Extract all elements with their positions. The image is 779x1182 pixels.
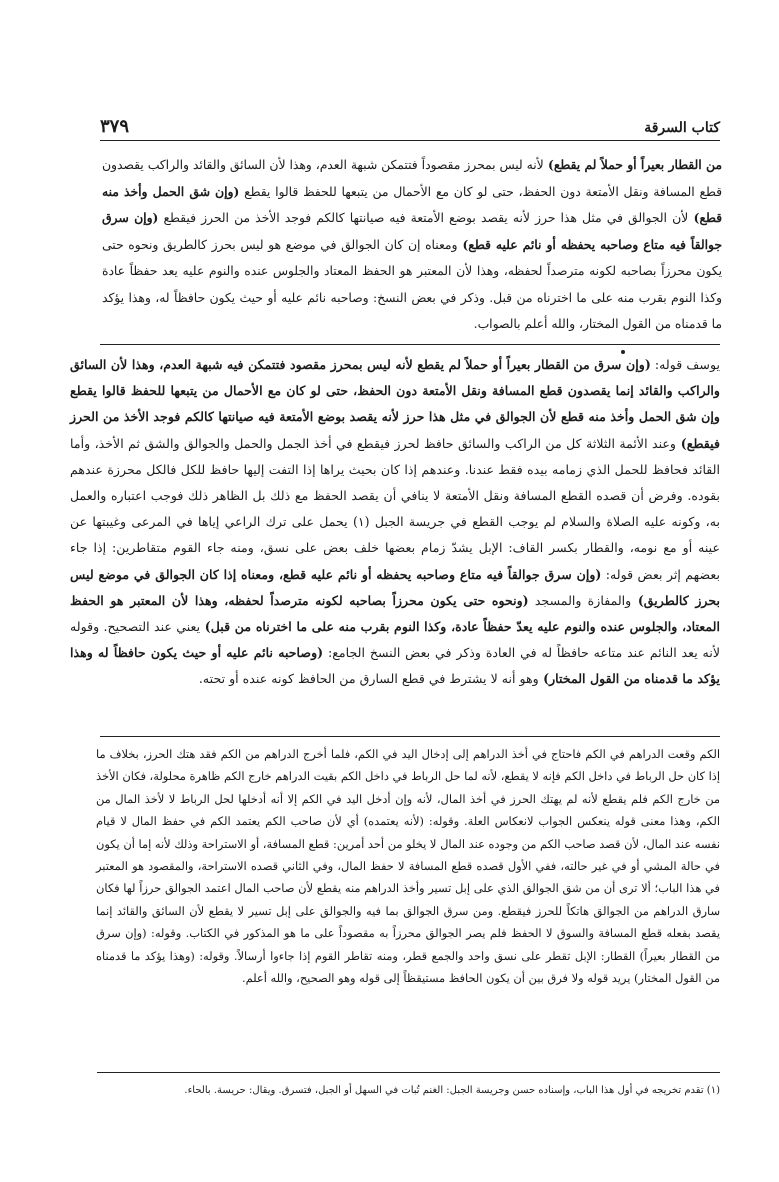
bold-quote-segment: (ونحوه حتى يكون محرزاً بصاحبه لكونه مترصداً لحفظه، وهذا لأن المعتبر هو الحفظ المعتاد، والجلوس عنده والنوم عليه يعدّ حفظاً عادة، وكذا النوم بقرب منه على ما اخترناه من قبل) <box>70 592 720 635</box>
bold-quote-segment: (وإن سرق جوالقاً فيه متاع وصاحبه يحفظه أو نائم عليه قطع، ومعناه إذا كان الجوالق في موضع ليس بحرز كالطريق) <box>70 566 720 608</box>
text-segment: يعني عند التصحيح. وقوله لأنه يعد النائم عند متاعه حافظاً له في العادة وذكر في بعض النسخ الجامع: <box>70 619 720 661</box>
bold-quote-segment: من القطار بعيراً أو حملاً لم يقطع) <box>543 157 722 172</box>
matn-paragraph <box>102 152 722 338</box>
page-number: ٣٧٩ <box>100 116 130 137</box>
matn-separator <box>100 344 720 345</box>
text-segment: والمفازة والمسجد <box>528 592 632 608</box>
footnote-text: (١) تقدم تخريجه في أول هذا الباب، وإسناده حسن وجريسة الجبل: الغنم تُبات في السهل أو الجبل، فتسرق. ويقال: حريسة. بالحاء. <box>184 1085 720 1096</box>
text-segment: ومعناه إن كان الجوالق في موضع هو ليس بحرز كالطريق ونحوه حتى يكون محرزاً بصاحبه لكونه مترصداً لحفظه، وهذا لأن المعتبر هو الحفظ المعتاد والجلوس عنده والنوم عليه يعد حفظاً عادة وكذا النوم بقرب منه على ما اخترناه من قبل. وذكر في بعض النسخ: وصاحبه نائم عليه أو حيث يكون حافظاً له، وهذا يؤكد ما قدمناه من القول المختار، والله أعلم بالصواب. <box>102 237 722 331</box>
commentary-separator <box>100 736 720 737</box>
commentary-paragraph <box>70 352 720 693</box>
commentary-text <box>70 352 720 693</box>
bold-quote-segment: (وإن سرق جوالقاً فيه متاع وصاحبه يحفظه أو نائم عليه قطع) <box>102 210 723 252</box>
chapter-title: كتاب السرقة <box>644 120 720 136</box>
text-segment: وهو أنه لا يشترط في قطع السارق من الحافظ كونه عنده أو تحته. <box>198 671 539 687</box>
text-segment: وعند الأئمة الثلاثة كل من الراكب والسائق حافظ لحرز فيقطع في أخذ الجمل والحمل والجوالق والشق ثم الأخذ، وأما القائد فحافظ للحمل الذي زمامه بيده فقط عندنا. وعندهم إذا كان بحيث يراها إذا التفت إليها حافظ للكل فالكل محرزة عندهم بقوده. وفرض أن قصده القطع المسافة ونقل الأمتعة لا ينافي أن يقصد الحفظ مع ذلك بل الظاهر ذلك فوجب اعتباره والعمل به، وكونه عليه الصلاة والسلام لم يوجب القطع في جريسة الجبل (١) يحمل على ترك الراعي إياها في المرعى وغيبتها عن عينه أو مع نومه، والقطار بكسر القاف: الإبل يشدّ زمام بعضها خلف بعض على نسق، ومنه جاء القوم متقاطرين: إذا جاء بعضهم إثر بعض قوله: <box>70 435 720 582</box>
page-header <box>98 102 720 140</box>
gloss-text <box>96 743 720 989</box>
header-rule <box>100 140 720 141</box>
text-segment: لأنه ليس بمحرز مقصوداً فتتمكن شبهة العدم، وهذا لأن السائق والقائد والراكب يقصدون قطع المسافة ونقل الأمتعة دون الحفظ، حتى لو كان مع الأحمال من يتبعها للحفظ قالوا يقطع <box>102 158 722 199</box>
bold-quote-segment: (وصاحبه نائم عليه أو حيث يكون حافظاً له وهذا يؤكد ما قدمناه من القول المختار) <box>70 645 720 687</box>
gloss-paragraph: الكم وقعت الدراهم في الكم فاحتاج في أخذ الدراهم إلى إدخال اليد في الكم، فلما أخرج الدراهم من الكم فقد هتك الحرز، بخلاف ما إذا كان حل الرباط في داخل الكم فإنه لا يقطع، لأنه لما حل الرباط في داخل الكم بقيت الدراهم خارج الكم ظاهرة محلولة، فكان الأخذ من خارج الكم فلم يقطع لأنه لم يهتك الحرز في أخذ المال، لأنه وإن أدخل اليد في الكم إلا أنه أدخلها لحل الرباط لا لأخذ المال من الكم، وهذا معنى قوله ينعكس الجواب لانعكاس العلة. وقوله: (لأنه يعتمده) أي لأن صاحب الكم يعتمد الكم في حفظ المال لا قيام نفسه عند المال، لأن قصد صاحب الكم من وجوده عند المال لا يخلو من أحد أمرين: قطع المسافة، أو الاستراحة وذلك لأنه إما أن يكون في حالة المشي أو في غير حالته، ففي الأول قصده قطع المسافة لا حفظ المال، وفي الثاني قصده الاستراحة، والمقصود هو المعتبر في هذا الباب؛ ألا ترى أن من شق الجوالق الذي على إبل تسير وأخذ الدراهم منه يقطع لأن صاحب المال اعتمد الجوالق حرزاً لها فكان سارق الدراهم من الجوالق هاتكاً للحرز فيقطع. ومن سرق الجوالق بما فيه والجوالق على إبل تسير لا يقطع لأن السائق والقائد إنما يقصد بفعله قطع المسافة والسوق لا الحفظ فلم يصر الجوالق محرزاً به مقصوداً على ما هو المذكور في الكتاب. وقوله: (وإن سرق من القطار بعيراً) القطار: الإبل تقطر على نسق واحد والجمع قطر، ومنه تقاطر القوم إذا جاءوا أرسالاً. وقوله: (وهذا يؤكد ما قدمناه من القول المختار) يريد قوله ولا فرق بين أن يكون الحافظ مستيقظاً إلى قوله وهو الصحيح، والله أعلم. <box>96 747 720 986</box>
footnote-separator <box>97 1072 720 1073</box>
bold-quote-segment: (وإن سرق من القطار بعيراً أو حملاً لم يقطع لأنه ليس بمحرز مقصود فتتمكن فيه شبهة العدم، وهذا لأن السائق والراكب والقائد إنما يقصدون قطع المسافة ونقل الأمتعة دون الحفظ، حتى لو كان مع الأحمال من يتبعها للحفظ قالوا يقطع وإن شق الحمل وأخذ منه قطع لأن الجوالق في مثل هذا حرز لأنه يقصد بوضع الأمتعة فيه صيانتها كالكم فوجد الأخذ من الحرز فيقطع) <box>70 357 720 451</box>
text-segment: يوسف قوله: <box>650 357 720 372</box>
footnote <box>96 1083 720 1099</box>
matn-text <box>102 152 722 338</box>
text-segment: لأن الجوالق في مثل هذا حرز لأنه يقصد بوضع الأمتعة فيه صيانتها كالكم فوجد الأخذ من الحرز فيقطع <box>158 211 689 225</box>
bold-quote-segment: (وإن شق الحمل وأخذ منه قطع) <box>102 183 722 225</box>
